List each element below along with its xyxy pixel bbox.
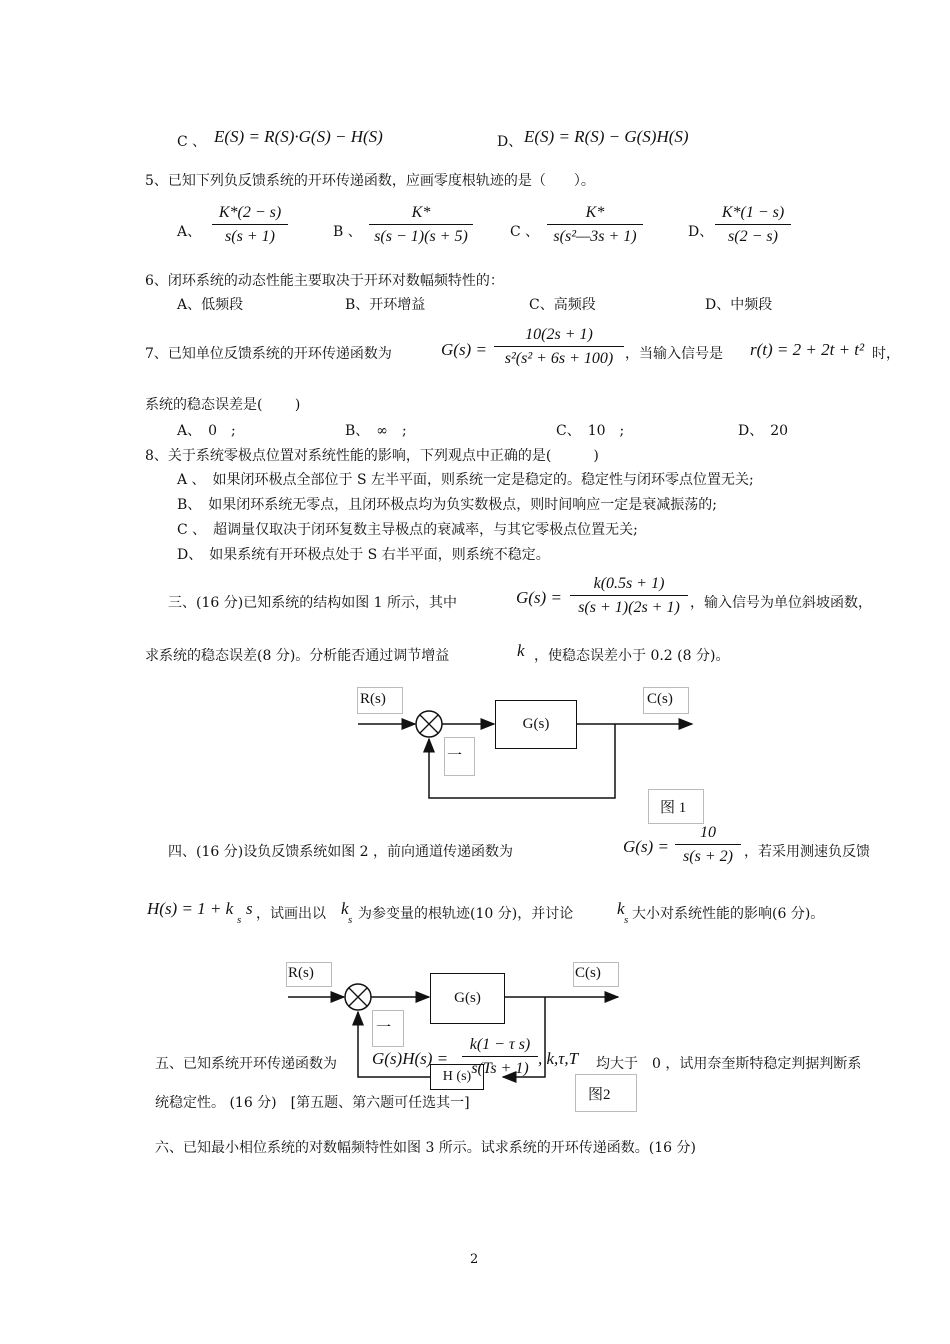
p4-k-sub-2: s bbox=[624, 914, 629, 926]
figure-2-g-block: G(s) bbox=[430, 973, 505, 1024]
q7-g-den: s²(s² + 6s + 100) bbox=[504, 350, 614, 367]
p3-post: ，输入信号为单位斜坡函数， bbox=[690, 595, 872, 611]
q5-option-b-den: s(s − 1)(s + 5) bbox=[374, 228, 468, 245]
q5-option-a-num: K*(2 − s) bbox=[218, 204, 282, 221]
q7-g-lhs: G(s) = bbox=[441, 340, 487, 359]
q5-option-d-label: D、 bbox=[688, 224, 714, 240]
q6-stem: 6、闭环系统的动态性能主要取决于开环对数幅频特性的： bbox=[145, 273, 504, 289]
q4-option-c-label: C 、 bbox=[177, 134, 207, 150]
p3-line2-post: ，使稳态误差小于 0.2 (8 分)。 bbox=[534, 648, 730, 664]
q7-line2: 系统的稳态误差是( ) bbox=[145, 397, 301, 413]
q7-option-b: B、 ∞ ; bbox=[345, 423, 407, 439]
q6-option-a: A、低频段 bbox=[177, 297, 244, 313]
p5-params: , k,τ,T bbox=[538, 1049, 579, 1068]
q8-option-c: C 、 超调量仅取决于闭环复数主导极点的衰减率，与其它零极点位置无关; bbox=[177, 522, 638, 538]
figure-1-caption: 图 1 bbox=[660, 800, 687, 816]
p5-gh-lhs: G(s)H(s) = bbox=[372, 1049, 449, 1068]
q6-option-b: B、开环增益 bbox=[345, 297, 426, 313]
p4-h-s: s bbox=[246, 899, 253, 918]
p4-line2-mid2: 为参变量的根轨迹(10 分)，并讨论 bbox=[358, 906, 574, 922]
p4-g-num: 10 bbox=[700, 824, 716, 841]
q5-option-d-num: K*(1 − s) bbox=[721, 204, 785, 221]
q7-r-expr: r(t) = 2 + 2t + t² bbox=[750, 340, 865, 359]
q5-option-d-den: s(2 − s) bbox=[728, 228, 778, 245]
q4-option-d-label: D、 bbox=[497, 134, 523, 150]
q8-option-d: D、 如果系统有开环极点处于 S 右半平面，则系统不稳定。 bbox=[177, 547, 550, 563]
p4-line2-end: 大小对系统性能的影响(6 分)。 bbox=[632, 906, 825, 922]
p3-pre: 三、(16 分)已知系统的结构如图 1 所示，其中 bbox=[168, 595, 457, 611]
q5-option-b-num: K* bbox=[411, 204, 431, 221]
q5-option-c-num: K* bbox=[585, 204, 605, 221]
p4-k-2: k bbox=[617, 899, 625, 918]
p5-line2: 统稳定性。 (16 分) [第五题、第六题可任选其一] bbox=[155, 1095, 470, 1111]
q6-option-c: C、高频段 bbox=[529, 297, 596, 313]
page-number: 2 bbox=[470, 1252, 479, 1267]
figure-2-caption: 图2 bbox=[588, 1087, 611, 1103]
q4-option-d-expr: E(S) = R(S) − G(S)H(S) bbox=[524, 127, 689, 146]
q8-stem: 8、关于系统零极点位置对系统性能的影响，下列观点中正确的是( ) bbox=[145, 448, 599, 464]
p5-post: 均大于 0 ，试用奈奎斯特稳定判据判断系 bbox=[596, 1056, 862, 1072]
q7-option-c: C、 10 ; bbox=[556, 423, 625, 439]
q7-option-a: A、 0 ; bbox=[177, 423, 236, 439]
p5-pre: 五、已知系统开环传递函数为 bbox=[155, 1056, 337, 1072]
figure-2-h-block: H (s) bbox=[430, 1064, 484, 1090]
p4-g-lhs: G(s) = bbox=[623, 837, 669, 856]
figure-1-minus-sign: 一 bbox=[447, 748, 463, 764]
p3-g-den: s(s + 1)(2s + 1) bbox=[578, 599, 680, 616]
q7-stem-post: 时， bbox=[872, 346, 900, 362]
q5-option-c-den: s(s²—3s + 1) bbox=[553, 228, 637, 245]
p3-k: k bbox=[517, 641, 525, 660]
figure-2-r-label: R(s) bbox=[288, 965, 314, 981]
q5-option-a-den: s(s + 1) bbox=[225, 228, 275, 245]
p4-h-sub: s bbox=[237, 914, 242, 926]
q5-option-b-label: B 、 bbox=[333, 224, 362, 240]
p3-line2-pre: 求系统的稳态误差(8 分)。分析能否通过调节增益 bbox=[145, 648, 450, 664]
p6-text: 六、已知最小相位系统的对数幅频特性如图 3 所示。试求系统的开环传递函数。(16 分) bbox=[155, 1140, 696, 1156]
p5-gh-num: k(1 − τ s) bbox=[469, 1036, 531, 1053]
p4-pre: 四、(16 分)设负反馈系统如图 2 ，前向通道传递函数为 bbox=[168, 844, 513, 860]
q8-option-a: A 、 如果闭环极点全部位于 S 左半平面，则系统一定是稳定的。稳定性与闭环零点位置无关; bbox=[177, 472, 754, 488]
p4-k-sub: s bbox=[348, 914, 353, 926]
p4-post: ，若采用测速负反馈 bbox=[744, 844, 870, 860]
p3-g-lhs: G(s) = bbox=[516, 588, 562, 607]
p4-g-den: s(s + 2) bbox=[683, 848, 733, 865]
p5-gh-fraction bbox=[462, 1036, 538, 1078]
q5-option-c-label: C 、 bbox=[510, 224, 540, 240]
q7-stem-mid: ，当输入信号是 bbox=[625, 346, 723, 362]
q5-stem: 5、已知下列负反馈系统的开环传递函数，应画零度根轨迹的是（ ）。 bbox=[145, 173, 595, 189]
q4-option-c-expr: E(S) = R(S)·G(S) − H(S) bbox=[214, 127, 383, 146]
q7-option-d: D、 20 bbox=[738, 423, 789, 439]
figure-2-c-label: C(s) bbox=[575, 965, 601, 981]
figure-1-c-label: C(s) bbox=[647, 691, 673, 707]
p5-gh-den: s(Ts + 1) bbox=[471, 1060, 529, 1077]
q7-stem-pre: 7、已知单位反馈系统的开环传递函数为 bbox=[145, 346, 392, 362]
p4-k: k bbox=[341, 899, 349, 918]
figure-1-r-label: R(s) bbox=[360, 691, 386, 707]
figure-1-g-block: G(s) bbox=[495, 700, 577, 749]
q7-g-num: 10(2s + 1) bbox=[525, 326, 593, 343]
q5-option-a-label: A、 bbox=[177, 224, 202, 240]
figure-2-minus-sign: 一 bbox=[376, 1020, 392, 1036]
p4-h-expr: H(s) = 1 + k bbox=[147, 899, 234, 918]
q6-option-d: D、中频段 bbox=[705, 297, 773, 313]
p4-line2-mid: ，试画出以 bbox=[256, 906, 326, 922]
q8-option-b: B、 如果闭环系统无零点，且闭环极点均为负实数极点，则时间响应一定是衰减振荡的; bbox=[177, 497, 718, 513]
p3-g-num: k(0.5s + 1) bbox=[593, 575, 665, 592]
